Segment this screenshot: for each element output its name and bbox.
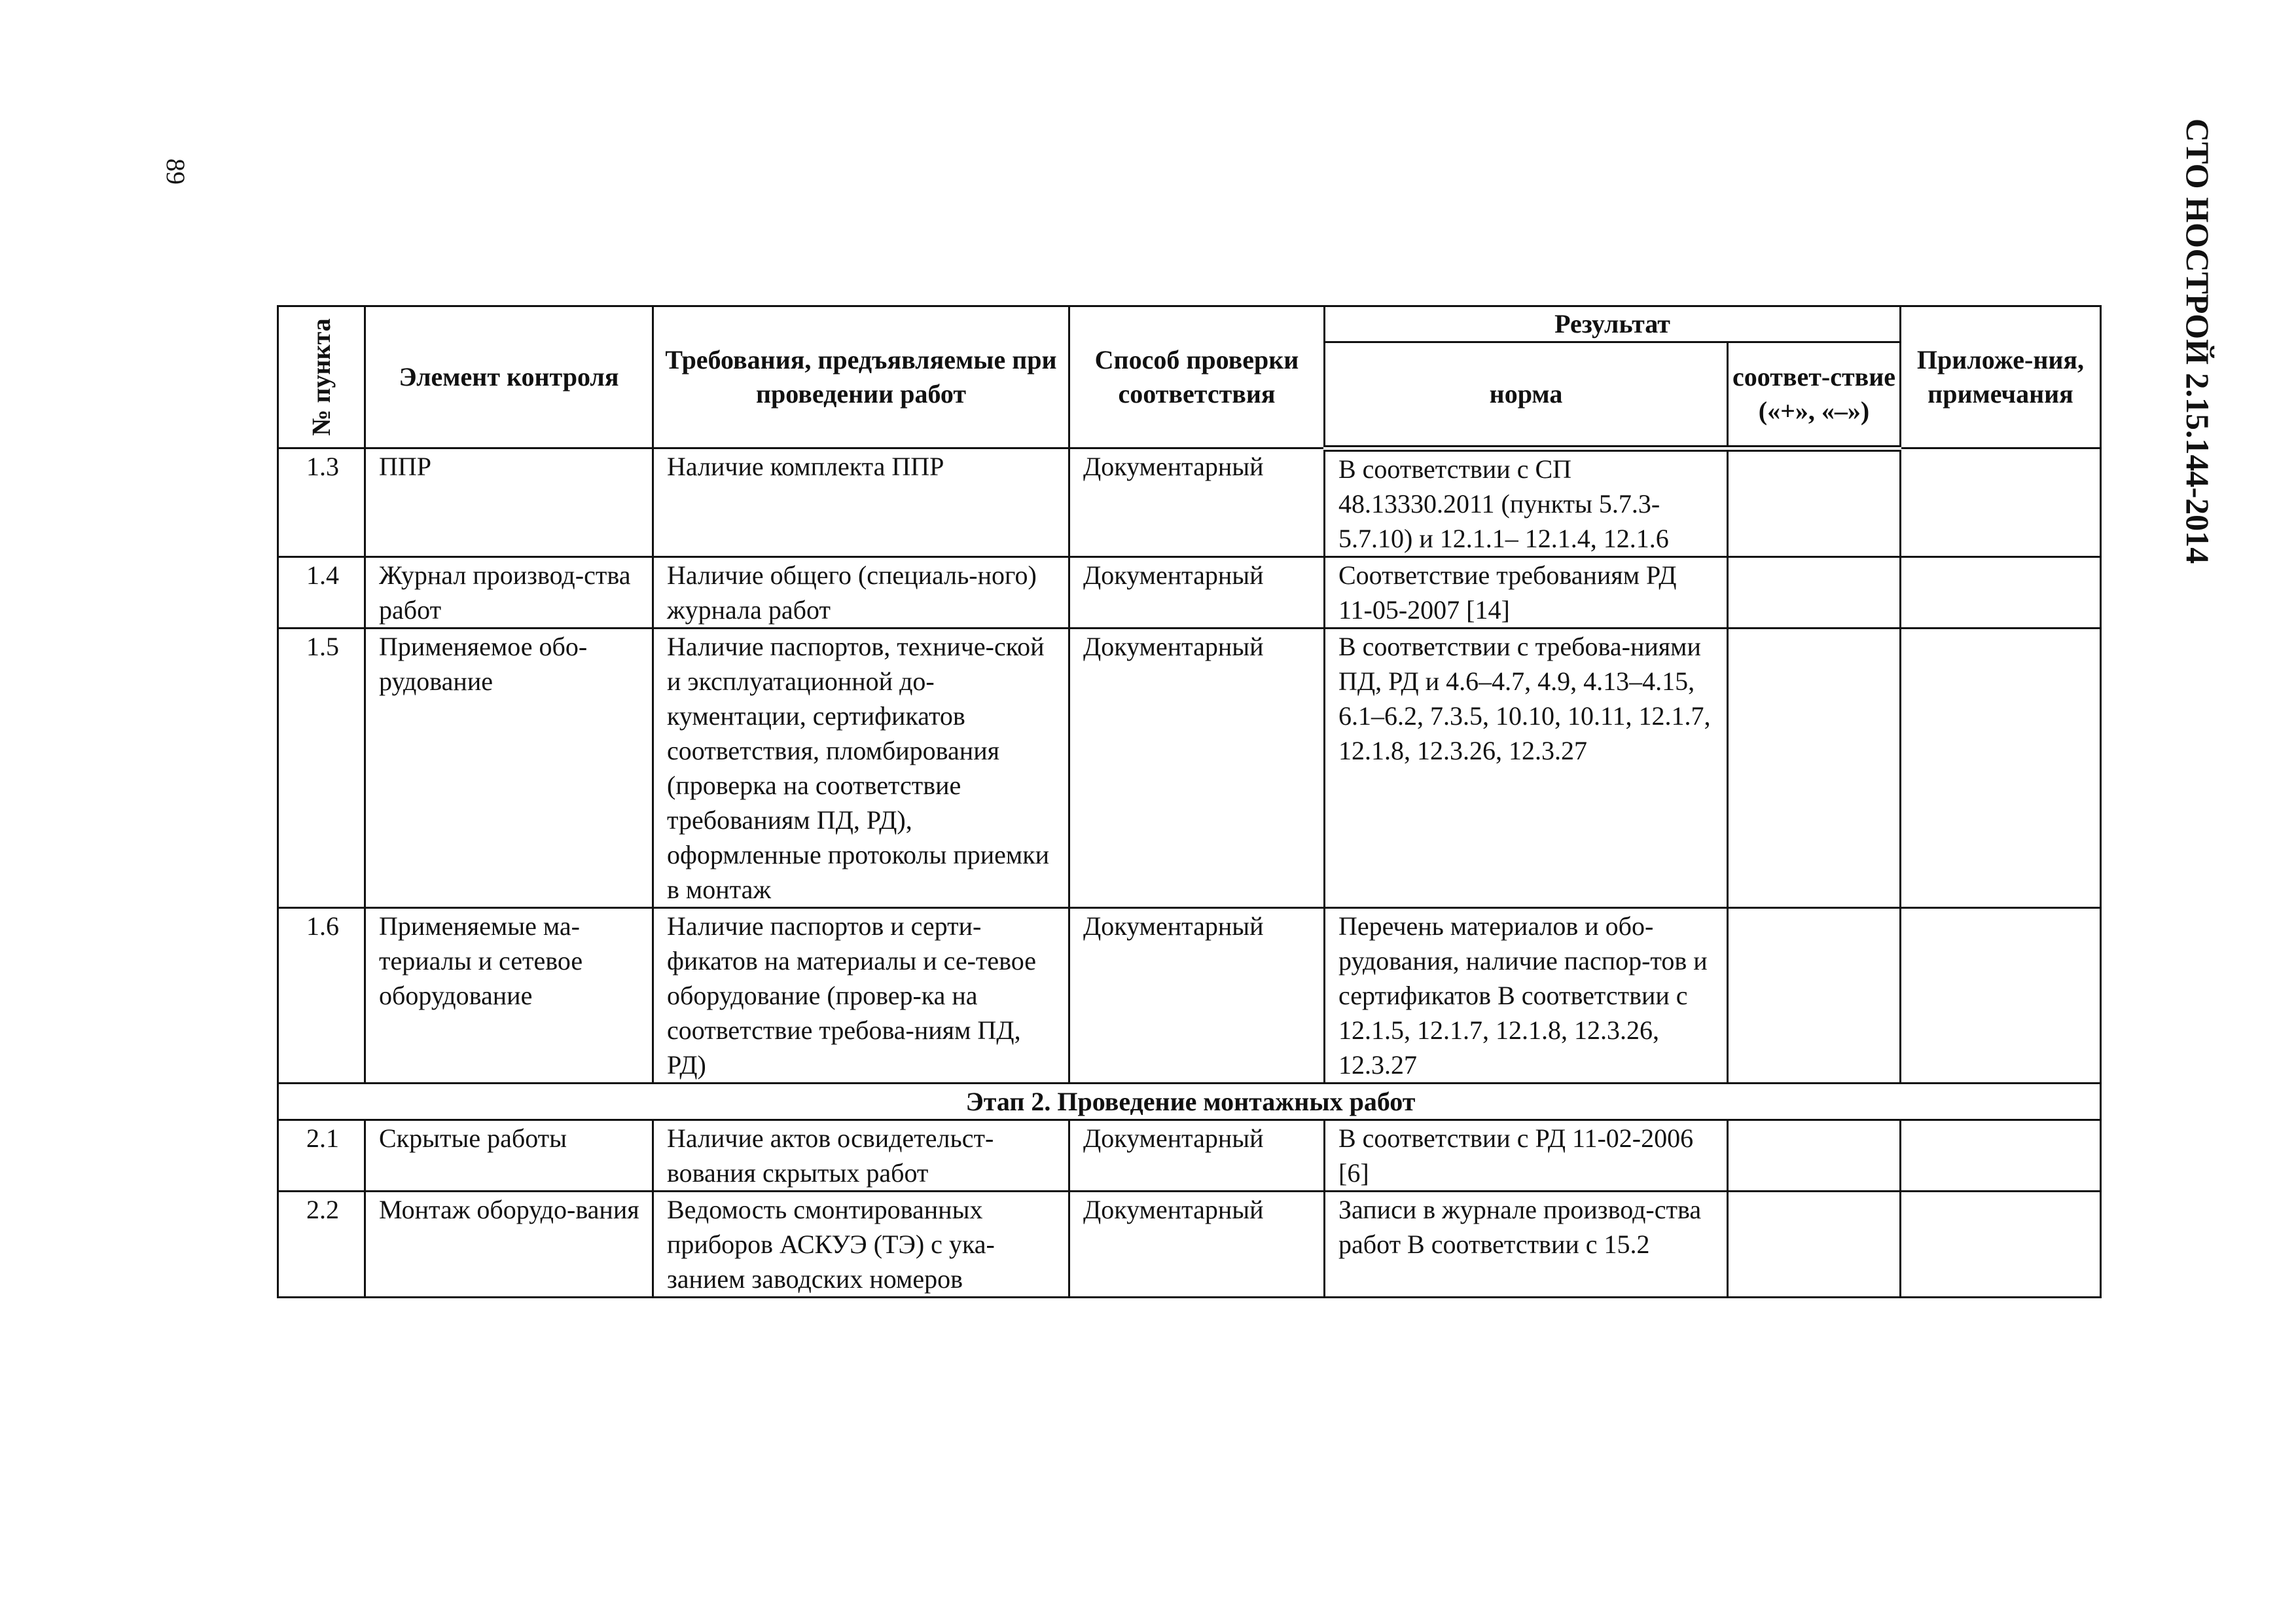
row-element: Применяемые ма-териалы и сетевое оборудование bbox=[365, 907, 653, 1083]
row-notes bbox=[1901, 448, 2101, 557]
row-compliance bbox=[1728, 907, 1901, 1083]
row-norm: В соответствии с РД 11-02-2006 [6] bbox=[1325, 1120, 1728, 1191]
row-element: ППР bbox=[365, 448, 653, 557]
row-norm: В соответствии с требова-ниями ПД, РД и 4.6–4.7, 4.9, 4.13–4.15, 6.1–6.2, 7.3.5, 10.10, 10.11, 12.1.7, 12.1.8, 12.3.26, 12.3.27 bbox=[1325, 628, 1728, 907]
stage-2-heading: Этап 2. Проведение монтажных работ bbox=[278, 1083, 2101, 1120]
row-requirements: Наличие паспортов и серти-фикатов на материалы и се-тевое оборудование (провер-ка на соответствие требова-ниям ПД, РД) bbox=[653, 907, 1069, 1083]
page-number: 89 bbox=[161, 158, 190, 185]
row-notes bbox=[1901, 556, 2101, 628]
row-norm: Записи в журнале производ-ства работ В соответствии с 15.2 bbox=[1325, 1191, 1728, 1297]
header-norm: норма bbox=[1325, 342, 1728, 448]
header-requirements: Требования, предъявляемые при проведении работ bbox=[653, 306, 1069, 448]
table-row bbox=[278, 628, 2101, 907]
control-table bbox=[277, 305, 2102, 1298]
table-row bbox=[278, 1191, 2101, 1297]
row-num: 1.6 bbox=[278, 907, 365, 1083]
table-row bbox=[278, 448, 2101, 557]
header-compliance: соответ-ствие («+», «–») bbox=[1728, 342, 1901, 448]
table-row bbox=[278, 907, 2101, 1083]
row-method: Документарный bbox=[1069, 1120, 1325, 1191]
row-compliance bbox=[1728, 448, 1901, 557]
header-method: Способ проверки соответствия bbox=[1069, 306, 1325, 448]
row-num: 2.1 bbox=[278, 1120, 365, 1191]
row-element: Журнал производ-ства работ bbox=[365, 556, 653, 628]
row-requirements: Наличие актов освидетельст-вования скрытых работ bbox=[653, 1120, 1069, 1191]
document-code: СТО НОСТРОЙ 2.15.144-2014 bbox=[2179, 118, 2216, 564]
row-requirements: Наличие комплекта ППР bbox=[653, 448, 1069, 557]
row-method: Документарный bbox=[1069, 556, 1325, 628]
row-norm: Перечень материалов и обо-рудования, наличие паспор-тов и сертификатов В соответствии с 12.1.5, 12.1.7, 12.1.8, 12.3.26, 12.3.27 bbox=[1325, 907, 1728, 1083]
row-compliance bbox=[1728, 628, 1901, 907]
row-method: Документарный bbox=[1069, 1191, 1325, 1297]
header-num bbox=[278, 306, 365, 448]
row-element: Применяемое обо-рудование bbox=[365, 628, 653, 907]
row-compliance bbox=[1728, 1120, 1901, 1191]
row-num: 1.4 bbox=[278, 556, 365, 628]
row-notes bbox=[1901, 628, 2101, 907]
row-notes bbox=[1901, 907, 2101, 1083]
row-element: Монтаж оборудо-вания bbox=[365, 1191, 653, 1297]
row-method: Документарный bbox=[1069, 628, 1325, 907]
row-notes bbox=[1901, 1191, 2101, 1297]
header-element: Элемент контроля bbox=[365, 306, 653, 448]
row-method: Документарный bbox=[1069, 448, 1325, 557]
row-num: 2.2 bbox=[278, 1191, 365, 1297]
row-requirements: Наличие общего (специаль-ного) журнала работ bbox=[653, 556, 1069, 628]
row-method: Документарный bbox=[1069, 907, 1325, 1083]
header-notes: Приложе-ния, примечания bbox=[1901, 306, 2101, 448]
row-num: 1.3 bbox=[278, 448, 365, 557]
row-requirements: Ведомость смонтированных приборов АСКУЭ (ТЭ) с ука-занием заводских номеров bbox=[653, 1191, 1069, 1297]
stage-row bbox=[278, 1083, 2101, 1120]
header-num-label: № пункта bbox=[306, 318, 336, 436]
row-num: 1.5 bbox=[278, 628, 365, 907]
table-row bbox=[278, 556, 2101, 628]
row-element: Скрытые работы bbox=[365, 1120, 653, 1191]
table-row bbox=[278, 1120, 2101, 1191]
row-compliance bbox=[1728, 556, 1901, 628]
table-header bbox=[278, 306, 2101, 448]
row-compliance bbox=[1728, 1191, 1901, 1297]
header-result: Результат bbox=[1325, 306, 1901, 342]
row-notes bbox=[1901, 1120, 2101, 1191]
row-requirements: Наличие паспортов, техниче-ской и эксплуатационной до-кументации, сертификатов соответствия, пломбирования (проверка на соответствие требованиям ПД, РД), оформленные протоколы приемки в монтаж bbox=[653, 628, 1069, 907]
row-norm: В соответствии с СП 48.13330.2011 (пункты 5.7.3-5.7.10) и 12.1.1– 12.1.4, 12.1.6 bbox=[1325, 448, 1728, 557]
row-norm: Соответствие требованиям РД 11-05-2007 [14] bbox=[1325, 556, 1728, 628]
